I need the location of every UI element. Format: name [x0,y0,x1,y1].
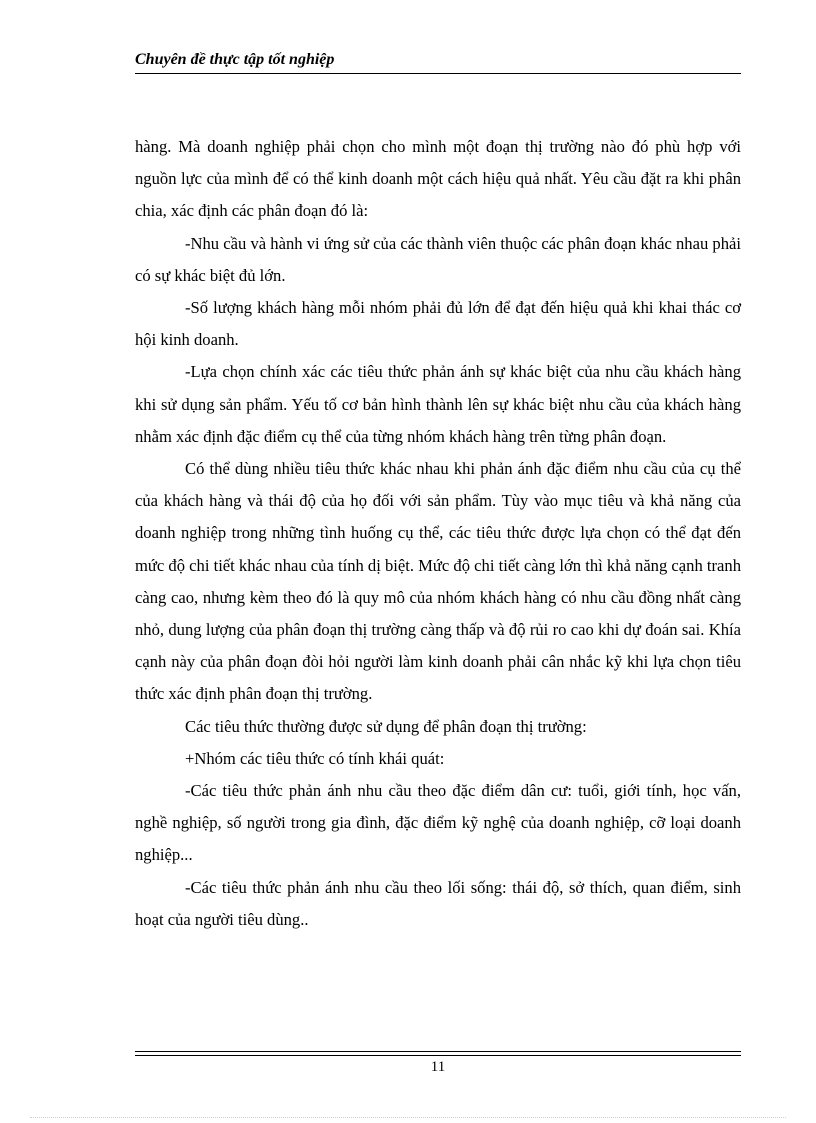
page-edge-dotted-line [30,1117,786,1118]
page-header [135,50,741,74]
paragraph-4: -Lựa chọn chính xác các tiêu thức phản ánh sự khác biệt của nhu cầu khách hàng khi sử dụng sản phẩm. Yếu tố cơ bản hình thành lên sự khác biệt nhu cầu của khách hàng nhằm xác định đặc điểm cụ thể của từng nhóm khách hàng trên từng phân đoạn. [135,362,741,446]
page-footer [135,1051,741,1077]
paragraph-1: hàng. Mà doanh nghiệp phải chọn cho mình một đoạn thị trường nào đó phù hợp với nguồn lực của mình để có thể kinh doanh một cách hiệu quả nhất. Yêu cầu đặt ra khi phân chia, xác định các phân đoạn đó là: [135,137,741,221]
body-text [135,131,741,936]
paragraph-9: -Các tiêu thức phản ánh nhu cầu theo lối sống: thái độ, sở thích, quan điểm, sinh hoạt của người tiêu dùng.. [135,877,741,929]
header-rule [135,73,741,74]
paragraph-2: -Nhu cầu và hành vi ứng sử của các thành viên thuộc các phân đoạn khác nhau phải có sự khác biệt đủ lớn. [135,233,741,285]
paragraph-3: -Số lượng khách hàng mỗi nhóm phải đủ lớn để đạt đến hiệu quả khi khai thác cơ hội kinh doanh. [135,298,741,350]
header-title: Chuyên đề thực tập tốt nghiệp [135,51,335,68]
page-number: 11 [430,1059,446,1075]
footer-rule [135,1051,741,1056]
paragraph-8: -Các tiêu thức phản ánh nhu cầu theo đặc điểm dân cư: tuổi, giới tính, học vấn, nghề nghiệp, số người trong gia đình, đặc điểm kỹ nghệ của doanh nghiệp, cỡ loại doanh nghiệp... [135,781,741,865]
paragraph-7: +Nhóm các tiêu thức có tính khái quát: [185,748,445,768]
paragraph-6: Các tiêu thức thường được sử dụng để phân đoạn thị trường: [185,716,587,736]
paragraph-5: Có thể dùng nhiều tiêu thức khác nhau khi phản ánh đặc điểm nhu cầu của cụ thể của khách hàng và thái độ của họ đối với sản phẩm. Tùy vào mục tiêu và khả năng của doanh nghiệp trong những tình huống cụ thể, các tiêu thức được lựa chọn có thể đạt đến mức độ chi tiết khác nhau của tính dị biệt. Mức độ chi tiết càng lớn thì khả năng cạnh tranh càng cao, nhưng kèm theo đó là quy mô của nhóm khách hàng có nhu cầu đồng nhất càng nhỏ, dung lượng của phân đoạn thị trường càng thấp và độ rủi ro cao khi dự đoán sai. Khía cạnh này của phân đoạn đòi hỏi người làm kinh doanh phải cân nhắc kỹ khi lựa chọn tiêu thức xác định phân đoạn thị trường. [135,459,741,704]
